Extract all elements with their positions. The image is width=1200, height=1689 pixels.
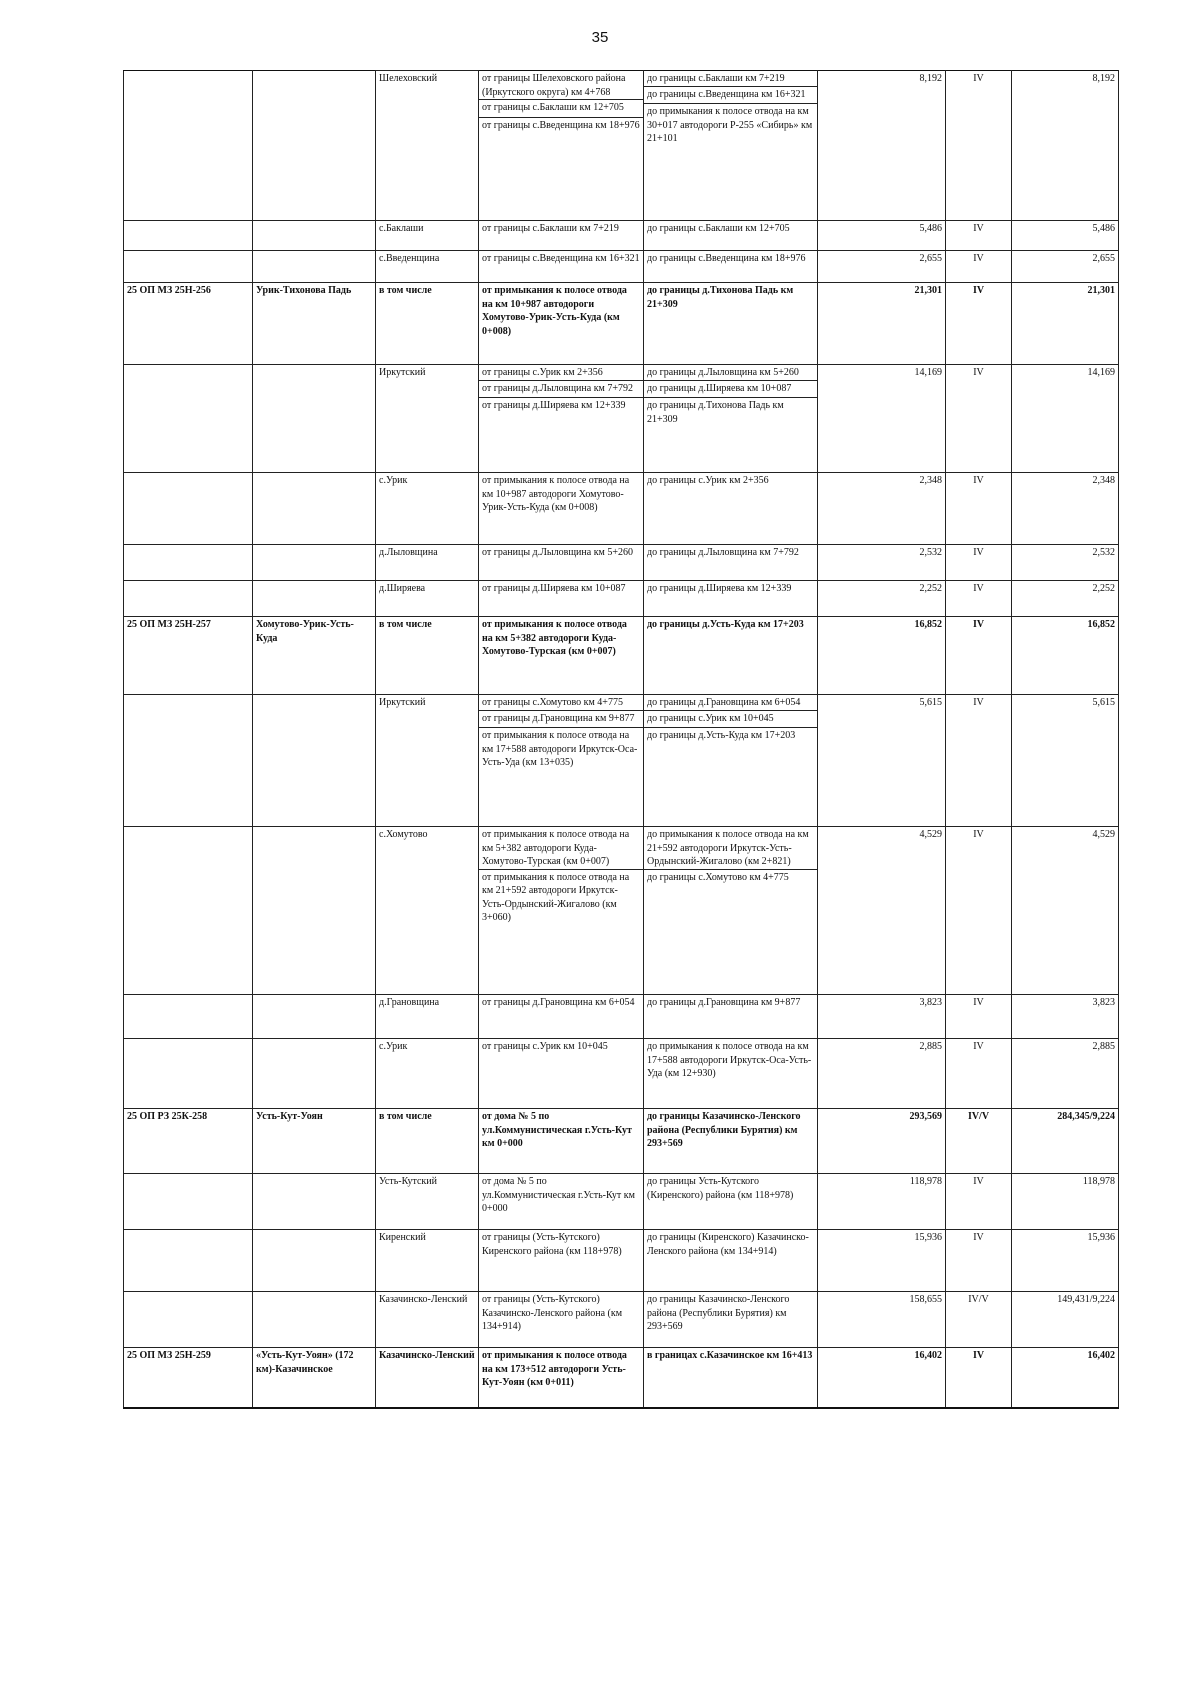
length-cell: 16,852 [818,617,946,695]
to-cell-line: до границы Казачинско-Ленского района (Республики Бурятия) км 293+569 [647,1294,790,1332]
section-cell: в том числе [376,283,479,365]
from-cell-line: от границы с.Урик км 2+356 [482,367,603,378]
from-cell-line: от примыкания к полосе отвода на км 173+512 автодороги Усть-Кут-Уоян (км 0+011) [482,1350,627,1388]
from-cell-line: от границы д.Лыловщина км 7+792 [479,380,643,398]
road-name-cell [253,827,376,995]
category-cell: IV [946,71,1012,221]
road-name-cell [253,1230,376,1292]
to-cell [644,221,818,251]
from-cell-line: от примыкания к полосе отвода на км 10+987 автодороги Хомутово-Урик-Усть-Куда (км 0+008) [482,285,627,337]
from-cell-line: от границы д.Ширяева км 10+087 [482,583,626,594]
section-cell: д.Лыловщина [376,545,479,581]
to-cell-line: до границы д.Усть-Куда км 17+203 [647,619,804,630]
road-code-cell [124,545,253,581]
category-cell: IV [946,251,1012,283]
category-cell: IV [946,283,1012,365]
from-cell-line: от примыкания к полосе отвода на км 17+588 автодороги Иркутск-Оса-Усть-Уда (км 13+035) [479,727,643,772]
road-name-cell [253,581,376,617]
category-cell: IV/V [946,1292,1012,1348]
length-cell: 8,192 [818,71,946,221]
category-length-cell: 16,852 [1012,617,1119,695]
to-cell-line: до границы д.Усть-Куда км 17+203 [644,727,817,745]
road-name-cell [253,545,376,581]
to-cell [644,283,818,365]
from-cell-line: от границы (Усть-Кутского) Казачинско-Ленского района (км 134+914) [482,1294,623,1332]
length-cell: 3,823 [818,995,946,1039]
to-cell [644,1109,818,1174]
to-cell [644,1292,818,1348]
from-cell [479,1174,644,1230]
from-cell [479,617,644,695]
category-cell: IV [946,1174,1012,1230]
from-cell-line: от границы с.Урик км 10+045 [482,1041,608,1052]
to-cell-line: до границы с.Урик км 2+356 [647,475,769,486]
road-code-cell [124,695,253,827]
to-cell [644,365,818,473]
category-cell: IV [946,695,1012,827]
section-cell: Шелеховский [376,71,479,221]
category-length-cell: 2,252 [1012,581,1119,617]
road-code-cell [124,995,253,1039]
to-cell-line: до границы с.Баклаши км 12+705 [647,223,790,234]
from-cell [479,995,644,1039]
from-cell [479,71,644,221]
category-length-cell: 2,532 [1012,545,1119,581]
road-name-cell [253,995,376,1039]
road-name-cell: Усть-Кут-Уоян [253,1109,376,1174]
category-cell: IV/V [946,1109,1012,1174]
road-name-cell [253,71,376,221]
to-cell-line: до границы (Киренского) Казачинско-Ленского района (км 134+914) [647,1232,809,1257]
road-code-cell: 25 ОП МЗ 25Н-257 [124,617,253,695]
from-cell [479,365,644,473]
category-length-cell: 21,301 [1012,283,1119,365]
road-row [124,617,1119,695]
section-row [124,71,1119,221]
road-row [124,1109,1119,1174]
road-code-cell: 25 ОП МЗ 25Н-259 [124,1348,253,1408]
to-cell-line: до границы д.Тихонова Падь км 21+309 [644,397,817,428]
from-cell [479,473,644,545]
to-cell-line: до границы д.Грановщина км 6+054 [647,697,801,708]
from-cell [479,1292,644,1348]
from-cell [479,1348,644,1408]
from-cell-line: от границы (Усть-Кутского) Киренского района (км 118+978) [482,1232,622,1257]
from-cell [479,283,644,365]
road-name-cell [253,251,376,283]
to-cell [644,1039,818,1109]
road-name-cell: Урик-Тихонова Падь [253,283,376,365]
road-code-cell: 25 ОП РЗ 25К-258 [124,1109,253,1174]
road-name-cell [253,695,376,827]
from-cell-line: от дома № 5 по ул.Коммунистическая г.Усть-Кут км 0+000 [482,1111,632,1149]
length-cell: 4,529 [818,827,946,995]
category-length-cell: 2,655 [1012,251,1119,283]
to-cell-line: в границах с.Казачинское км 16+413 [647,1350,813,1361]
to-cell-line: до границы д.Тихонова Падь км 21+309 [647,285,794,310]
from-cell-line: от границы д.Грановщина км 6+054 [482,997,635,1008]
road-name-cell [253,1174,376,1230]
section-cell: Казачинско-Ленский [376,1292,479,1348]
category-length-cell: 15,936 [1012,1230,1119,1292]
road-code-cell [124,251,253,283]
from-cell-line: от границы с.Баклаши км 12+705 [479,99,643,117]
from-cell [479,221,644,251]
roads-table [123,70,1119,1409]
to-cell-line: до примыкания к полосе отвода на км 17+588 автодороги Иркутск-Оса-Усть-Уда (км 12+930) [647,1041,812,1079]
category-cell: IV [946,1039,1012,1109]
to-cell [644,71,818,221]
from-cell [479,1109,644,1174]
from-cell [479,581,644,617]
length-cell: 293,569 [818,1109,946,1174]
from-cell-line: от границы Шелеховского района (Иркутского округа) км 4+768 [482,73,626,98]
road-code-cell [124,1039,253,1109]
category-length-cell: 16,402 [1012,1348,1119,1408]
length-cell: 16,402 [818,1348,946,1408]
section-row [124,251,1119,283]
category-length-cell: 284,345/9,224 [1012,1109,1119,1174]
to-cell [644,995,818,1039]
category-cell: IV [946,617,1012,695]
length-cell: 2,532 [818,545,946,581]
section-cell: д.Грановщина [376,995,479,1039]
from-cell-line: от границы с.Баклаши км 7+219 [482,223,619,234]
from-cell-line: от границы с.Введенщина км 18+976 [479,117,643,135]
section-cell: с.Баклаши [376,221,479,251]
to-cell-line: до примыкания к полосе отвода на км 21+592 автодороги Иркутск-Усть-Ордынский-Жигалово (км 2+821) [647,829,809,867]
from-cell-line: от примыкания к полосе отвода на км 5+382 автодороги Куда-Хомутово-Турская (км 0+007) [482,829,630,867]
to-cell-line: до границы с.Баклаши км 7+219 [647,73,785,84]
section-row [124,995,1119,1039]
to-cell-line: до границы Усть-Кутского (Киренского) района (км 118+978) [647,1176,794,1201]
category-cell: IV [946,545,1012,581]
road-code-cell [124,827,253,995]
to-cell-line: до границы с.Урик км 10+045 [644,710,817,728]
from-cell [479,1039,644,1109]
road-name-cell [253,1039,376,1109]
category-length-cell: 4,529 [1012,827,1119,995]
from-cell [479,695,644,827]
section-cell: Киренский [376,1230,479,1292]
category-cell: IV [946,1348,1012,1408]
length-cell: 21,301 [818,283,946,365]
table-body [124,71,1119,1408]
length-cell: 2,885 [818,1039,946,1109]
to-cell-line: до границы д.Ширяева км 10+087 [644,380,817,398]
road-code-cell [124,221,253,251]
road-code-cell [124,71,253,221]
to-cell-line: до границы с.Хомутово км 4+775 [644,869,817,887]
category-cell: IV [946,221,1012,251]
section-row [124,1039,1119,1109]
length-cell: 5,615 [818,695,946,827]
section-cell: Усть-Кутский [376,1174,479,1230]
road-code-cell [124,1292,253,1348]
length-cell: 118,978 [818,1174,946,1230]
to-cell-line: до границы Казачинско-Ленского района (Республики Бурятия) км 293+569 [647,1111,801,1149]
section-row [124,1292,1119,1348]
length-cell: 2,655 [818,251,946,283]
from-cell [479,545,644,581]
from-cell-line: от дома № 5 по ул.Коммунистическая г.Усть-Кут км 0+000 [482,1176,635,1214]
category-cell: IV [946,365,1012,473]
to-cell [644,695,818,827]
from-cell-line: от границы с.Введенщина км 16+321 [482,253,640,264]
category-cell: IV [946,827,1012,995]
section-row [124,545,1119,581]
road-name-cell [253,473,376,545]
section-row [124,1230,1119,1292]
section-cell: с.Хомутово [376,827,479,995]
section-row [124,827,1119,995]
section-row [124,695,1119,827]
category-cell: IV [946,581,1012,617]
from-cell-line: от границы д.Лыловщина км 5+260 [482,547,634,558]
to-cell [644,545,818,581]
section-cell: с.Урик [376,1039,479,1109]
section-row [124,1174,1119,1230]
section-cell: с.Введенщина [376,251,479,283]
category-length-cell: 149,431/9,224 [1012,1292,1119,1348]
category-length-cell: 3,823 [1012,995,1119,1039]
length-cell: 158,655 [818,1292,946,1348]
to-cell [644,1174,818,1230]
from-cell-line: от границы с.Хомутово км 4+775 [482,697,623,708]
section-cell: в том числе [376,617,479,695]
category-cell: IV [946,995,1012,1039]
category-length-cell: 5,615 [1012,695,1119,827]
to-cell [644,617,818,695]
from-cell-line: от границы д.Ширяева км 12+339 [479,397,643,415]
to-cell-line: до границы с.Введенщина км 18+976 [647,253,806,264]
category-length-cell: 2,348 [1012,473,1119,545]
to-cell-line: до границы д.Лыловщина км 5+260 [647,367,799,378]
section-cell: с.Урик [376,473,479,545]
to-cell-line: до границы д.Ширяева км 12+339 [647,583,792,594]
to-cell [644,581,818,617]
from-cell-line: от границы д.Грановщина км 9+877 [479,710,643,728]
to-cell [644,473,818,545]
length-cell: 5,486 [818,221,946,251]
category-length-cell: 14,169 [1012,365,1119,473]
to-cell [644,251,818,283]
length-cell: 14,169 [818,365,946,473]
category-length-cell: 8,192 [1012,71,1119,221]
to-cell [644,827,818,995]
to-cell-line: до границы с.Введенщина км 16+321 [644,86,817,104]
road-code-cell: 25 ОП МЗ 25Н-256 [124,283,253,365]
length-cell: 2,348 [818,473,946,545]
page-number: 35 [591,29,609,46]
section-cell: в том числе [376,1109,479,1174]
to-cell-line: до границы д.Лыловщина км 7+792 [647,547,799,558]
to-cell-line: до примыкания к полосе отвода на км 30+017 автодороги Р-255 «Сибирь» км 21+101 [644,103,817,148]
length-cell: 2,252 [818,581,946,617]
from-cell-line: от примыкания к полосе отвода на км 10+987 автодороги Хомутово-Урик-Усть-Куда (км 0+008) [482,475,630,513]
road-code-cell [124,581,253,617]
to-cell [644,1230,818,1292]
road-name-cell: Хомутово-Урик-Усть-Куда [253,617,376,695]
section-row [124,365,1119,473]
road-code-cell [124,1174,253,1230]
road-row [124,1348,1119,1408]
section-cell: Иркутский [376,695,479,827]
section-cell: Иркутский [376,365,479,473]
road-row [124,283,1119,365]
category-cell: IV [946,1230,1012,1292]
road-code-cell [124,365,253,473]
road-code-cell [124,1230,253,1292]
from-cell [479,251,644,283]
category-length-cell: 118,978 [1012,1174,1119,1230]
length-cell: 15,936 [818,1230,946,1292]
road-name-cell: «Усть-Кут-Уоян» (172 км)-Казачинское [253,1348,376,1408]
from-cell [479,1230,644,1292]
section-cell: Казачинско-Ленский [376,1348,479,1408]
section-row [124,473,1119,545]
category-cell: IV [946,473,1012,545]
to-cell [644,1348,818,1408]
section-cell: д.Ширяева [376,581,479,617]
category-length-cell: 5,486 [1012,221,1119,251]
from-cell-line: от примыкания к полосе отвода на км 5+382 автодороги Куда-Хомутово-Турская (км 0+007) [482,619,627,657]
road-name-cell [253,221,376,251]
to-cell-line: до границы д.Грановщина км 9+877 [647,997,801,1008]
road-name-cell [253,365,376,473]
section-row [124,581,1119,617]
category-length-cell: 2,885 [1012,1039,1119,1109]
from-cell-line: от примыкания к полосе отвода на км 21+592 автодороги Иркутск-Усть-Ордынский-Жигалово (км 3+060) [479,869,643,927]
section-row [124,221,1119,251]
from-cell [479,827,644,995]
road-code-cell [124,473,253,545]
road-name-cell [253,1292,376,1348]
